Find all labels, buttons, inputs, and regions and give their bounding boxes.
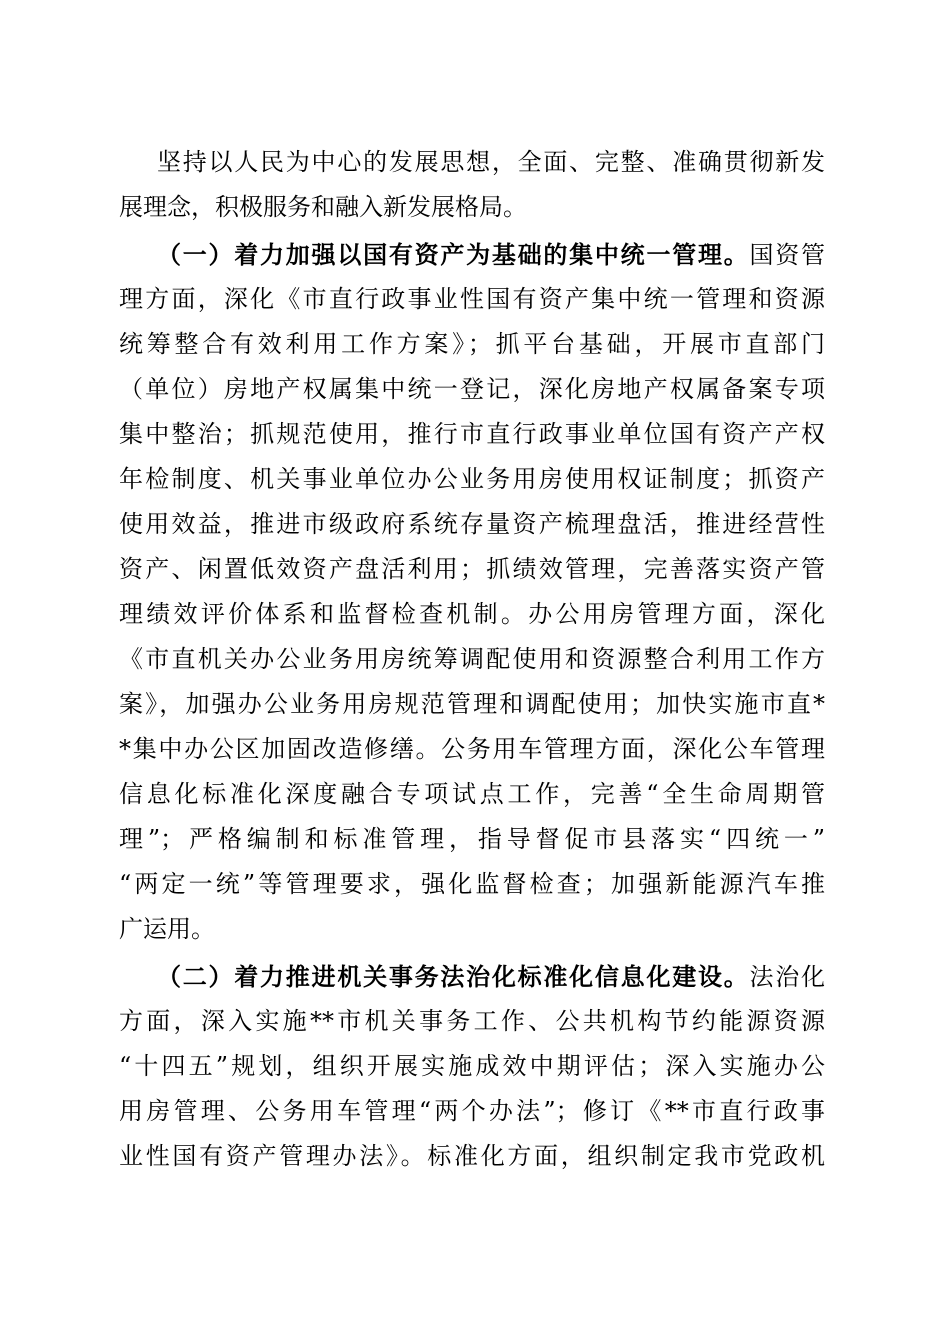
section-1-heading: （一）着力加强以国有资产为基础的集中统一管理。 [157, 240, 750, 269]
section-1-line: 年检制度、机关事业单位办公业务用房使用权证制度；抓资产 [119, 465, 825, 493]
section-1-line: （单位）房地产权属集中统一登记，深化房地产权属备案专项 [119, 375, 825, 403]
section-2-line: “十四五”规划，组织开展实施成效中期评估；深入实施办公 [119, 1052, 825, 1080]
section-1-line: 理方面，深化《市直行政事业性国有资产集中统一管理和资源 [119, 285, 825, 313]
section-1-line: “两定一统”等管理要求，强化监督检查；加强新能源汽车推 [119, 870, 825, 898]
section-1-line: 资产、闲置低效资产盘活利用；抓绩效管理，完善落实资产管 [119, 555, 825, 583]
section-1-first-line-rest: 国资管 [749, 241, 826, 269]
section-2-line: 方面，深入实施**市机关事务工作、公共机构节约能源资源 [119, 1007, 825, 1035]
section-1-paragraph [119, 232, 825, 952]
section-1-first-line [119, 232, 825, 277]
section-1-line: 理绩效评价体系和监督检查机制。办公用房管理方面，深化 [119, 600, 825, 628]
section-1-line: 统筹整合有效利用工作方案》；抓平台基础，开展市直部门 [119, 330, 825, 358]
section-1-line: *集中办公区加固改造修缮。公务用车管理方面，深化公车管理 [119, 735, 825, 763]
section-1-line: 理”；严格编制和标准管理，指导督促市县落实“四统一” [119, 825, 825, 853]
section-1-line: 使用效益，推进市级政府系统存量资产梳理盘活，推进经营性 [119, 510, 825, 538]
intro-line-2: 展理念，积极服务和融入新发展格局。 [119, 193, 527, 221]
section-1-line: 《市直机关办公业务用房统筹调配使用和资源整合利用工作方 [119, 645, 825, 673]
section-1-line: 信息化标准化深度融合专项试点工作，完善“全生命周期管 [119, 780, 825, 808]
section-1-line: 集中整治；抓规范使用，推行市直行政事业单位国有资产产权 [119, 420, 825, 448]
intro-line-1: 坚持以人民为中心的发展思想，全面、完整、准确贯彻新发 [157, 148, 825, 176]
document-page [119, 140, 825, 1179]
section-1-line: 案》，加强办公业务用房规范管理和调配使用；加快实施市直* [119, 690, 825, 718]
section-2-line: 业性国有资产管理办法》。标准化方面，组织制定我市党政机 [119, 1142, 825, 1170]
section-2-heading: （二）着力推进机关事务法治化标准化信息化建设。 [157, 962, 750, 991]
section-2-first-line [119, 954, 825, 999]
section-2-first-line-rest: 法治化 [749, 963, 826, 991]
section-1-line: 广运用。 [119, 915, 215, 943]
section-2-paragraph [119, 954, 825, 1179]
intro-paragraph [119, 140, 825, 230]
section-2-line: 用房管理、公务用车管理“两个办法”；修订《**市直行政事 [119, 1097, 825, 1125]
